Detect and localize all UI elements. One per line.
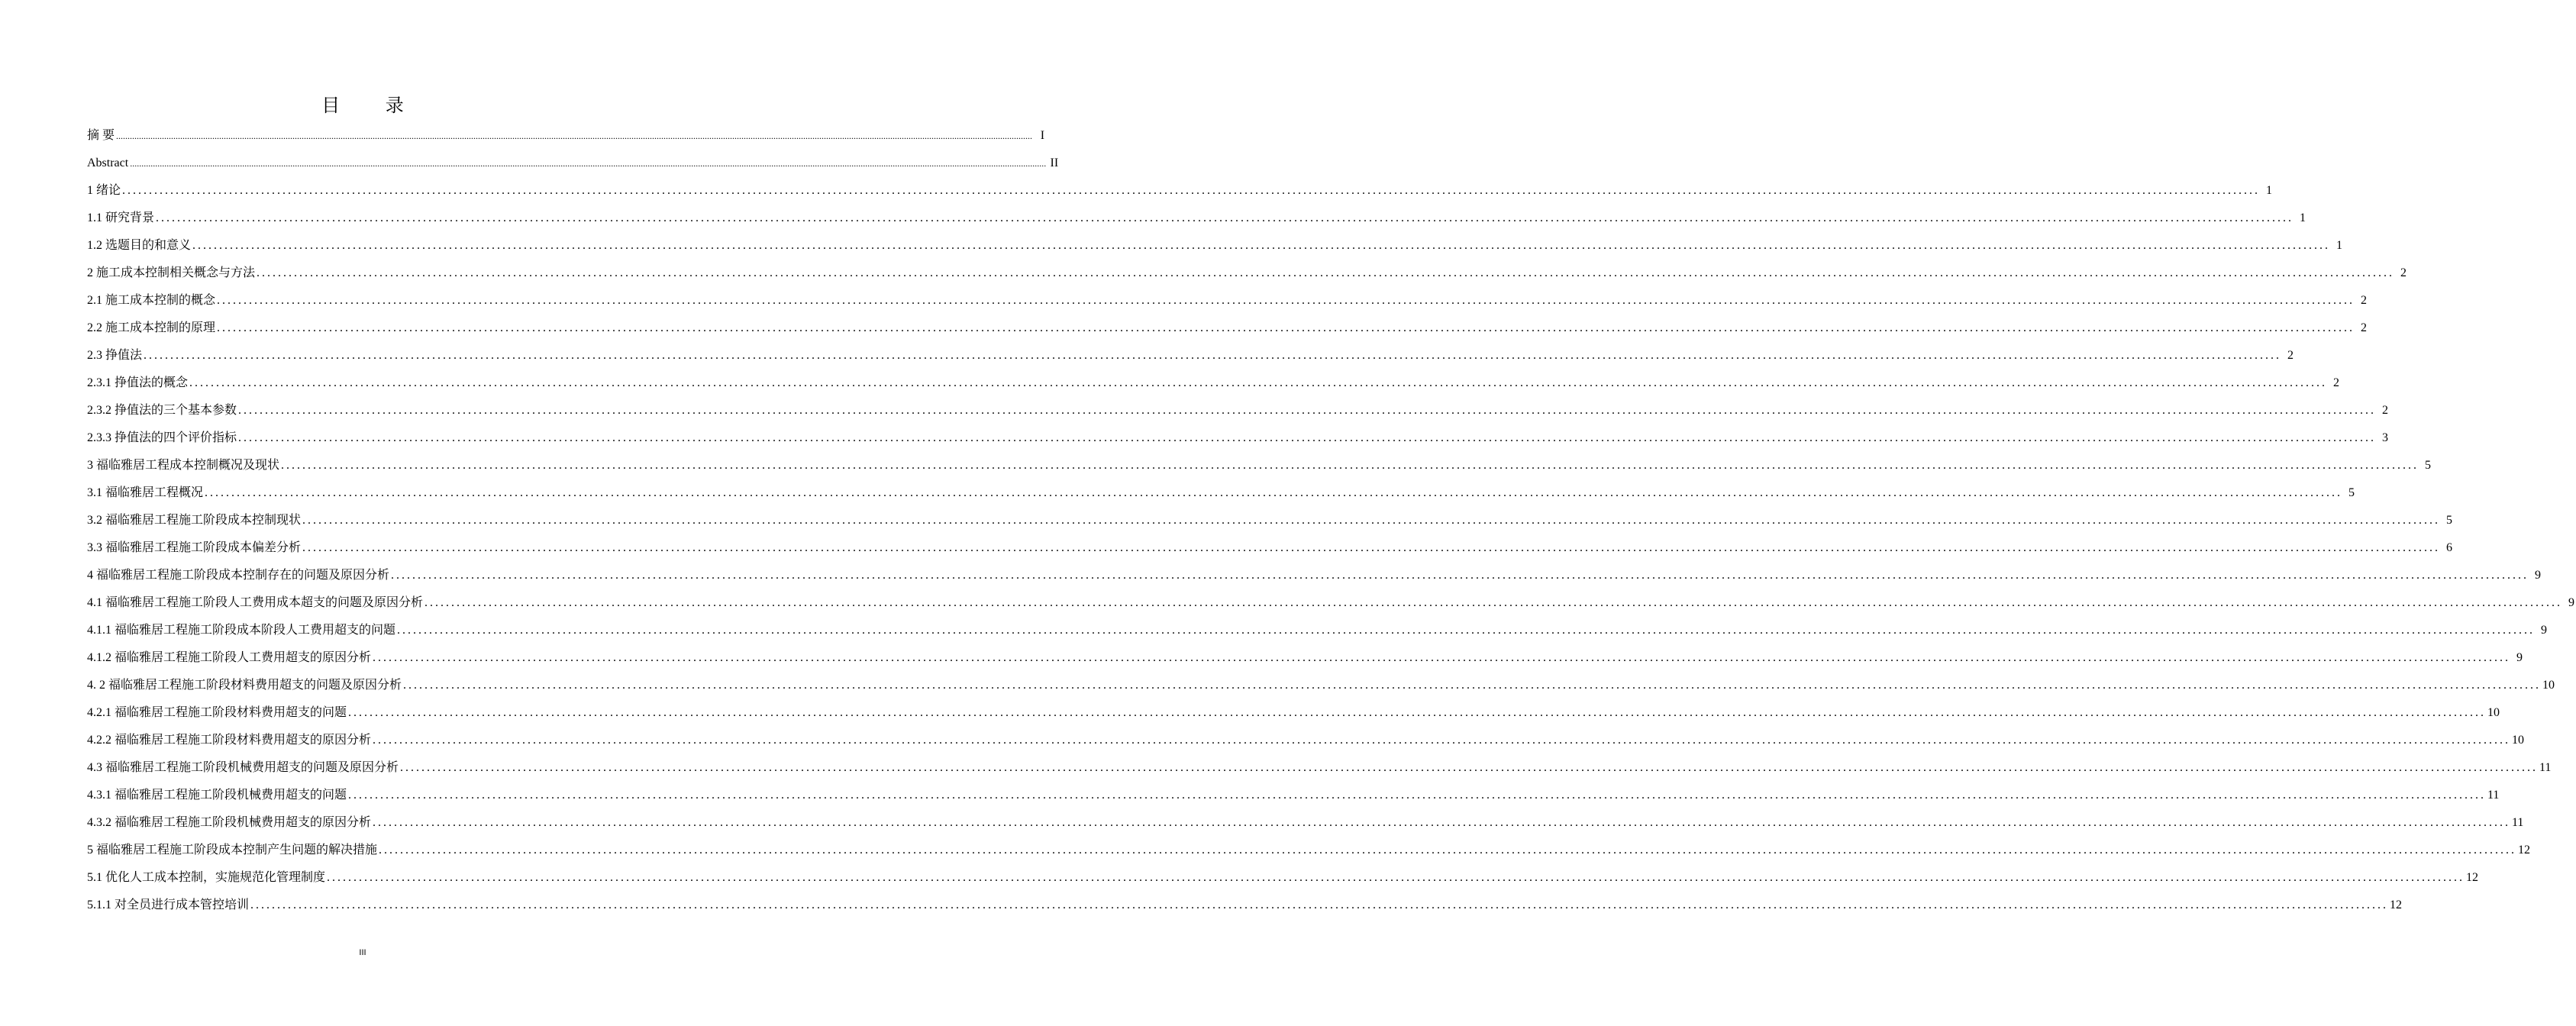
toc-entry[interactable]: [87, 672, 2555, 699]
toc-entry[interactable]: [87, 562, 2542, 589]
toc-entry[interactable]: [87, 369, 2340, 397]
toc-dot-leader: ................................................................................................................................................................................................................................................................................................................................................................................................................: [373, 816, 2511, 829]
toc-entry-label: 3.1 福临雅居工程概况: [87, 486, 204, 499]
toc-dot-leader: ................................................................................................................................................................................................................................................................................................................................................................................................................: [217, 321, 2355, 334]
toc-entry-page: 1: [2266, 184, 2273, 197]
toc-entry-page: 10: [2542, 679, 2555, 692]
toc-entry-page: 11: [2487, 789, 2500, 802]
toc-dot-leader: ................................................................................................................................................................................................................................................................................................................................................................................................................: [217, 294, 2355, 307]
toc-entry-label: 4.1.1 福临雅居工程施工阶段成本阶段人工费用超支的问题: [87, 624, 396, 637]
toc-entry[interactable]: [87, 342, 2294, 369]
toc-entry[interactable]: [87, 727, 2525, 754]
toc-entry-label: 5 福临雅居工程施工阶段成本控制产生问题的解决措施: [87, 844, 378, 857]
toc-entry-page: 10: [2512, 734, 2525, 747]
toc-entry-label: 4.2.2 福临雅居工程施工阶段材料费用超支的原因分析: [87, 734, 372, 747]
toc-entry[interactable]: [87, 122, 1045, 150]
toc-entry-label: 1.1 研究背景: [87, 211, 155, 224]
toc-entry-page: 2: [2382, 404, 2389, 417]
toc-dot-leader: ................................................................................................................................................................................................................................................................................................................................................................................................................: [205, 486, 2343, 499]
toc-entry-label: 1.2 选题目的和意义: [87, 239, 192, 252]
page-title: 目 录: [321, 95, 424, 116]
toc-entry[interactable]: [87, 287, 2368, 315]
toc-entry[interactable]: [87, 617, 2548, 644]
toc-dot-leader: ................................................................................................................................................................................................................................................................................................................................................................................................................: [373, 651, 2511, 664]
toc-dot-leader: ................................................................................................................................................................................................................................................................................................................................................................................................................: [391, 569, 2529, 582]
toc-dot-leader: ................................................................................................................................................................................................................................................................................................................................................................................................................: [379, 844, 2517, 857]
toc-entry-page: 9: [2535, 569, 2542, 582]
toc-entry-label: 2.3.1 挣值法的概念: [87, 376, 189, 389]
toc-dot-leader: ................................................................................................................................................................................................................................................................................................................................................................................................................: [302, 514, 2441, 527]
toc-entry-page: 9: [2568, 596, 2575, 609]
toc-dot-leader: ................................................................................................................................................................................................................................................................................................................................................................................................................: [281, 459, 2419, 472]
toc-entry-label: 2.1 施工成本控制的概念: [87, 294, 216, 307]
toc-entry-page: 12: [2390, 899, 2403, 911]
toc-entry-label: 4.1.2 福临雅居工程施工阶段人工费用超支的原因分析: [87, 651, 372, 664]
toc-dot-leader: ................................................................................................................................................................................................................................................................................................................................................................................................................: [116, 131, 1033, 141]
toc-entry-page: 1: [2336, 239, 2343, 252]
toc-entry-page: 2: [2333, 376, 2340, 389]
toc-entry[interactable]: [87, 177, 2273, 205]
toc-entry-page: 11: [2512, 816, 2524, 829]
toc-entry-label: Abstract: [87, 156, 129, 169]
toc-entry-label: 4 福临雅居工程施工阶段成本控制存在的问题及原因分析: [87, 569, 390, 582]
toc-entry[interactable]: [87, 315, 2368, 342]
toc-entry-page: 5: [2348, 486, 2355, 499]
toc-dot-leader: ................................................................................................................................................................................................................................................................................................................................................................................................................: [373, 734, 2511, 747]
toc-entry-label: 4.1 福临雅居工程施工阶段人工费用成本超支的问题及原因分析: [87, 596, 424, 609]
toc-entry-page: 9: [2516, 651, 2523, 664]
toc-dot-leader: ................................................................................................................................................................................................................................................................................................................................................................................................................: [257, 266, 2395, 279]
toc-entry[interactable]: [87, 809, 2524, 837]
toc-entry[interactable]: [87, 644, 2523, 672]
toc-entry-label: 1 绪论: [87, 184, 121, 197]
toc-entry[interactable]: [87, 260, 2407, 287]
toc-dot-leader: ................................................................................................................................................................................................................................................................................................................................................................................................................: [403, 679, 2542, 692]
toc-entry-label: 2.3.2 挣值法的三个基本参数: [87, 404, 237, 417]
toc-entry-label: 4.2.1 福临雅居工程施工阶段材料费用超支的问题: [87, 706, 347, 719]
toc-dot-leader: ................................................................................................................................................................................................................................................................................................................................................................................................................: [144, 349, 2282, 362]
toc-entry[interactable]: [87, 534, 2453, 562]
toc-entry-label: 2 施工成本控制相关概念与方法: [87, 266, 256, 279]
toc-dot-leader: ................................................................................................................................................................................................................................................................................................................................................................................................................: [192, 239, 2331, 252]
toc-dot-leader: ................................................................................................................................................................................................................................................................................................................................................................................................................: [238, 431, 2377, 444]
toc-entry[interactable]: [87, 892, 2403, 919]
toc-entry[interactable]: [87, 205, 2306, 232]
toc-entry-label: 5.1.1 对全员进行成本管控培训: [87, 899, 250, 911]
table-of-contents: [87, 122, 2575, 919]
toc-dot-leader: ................................................................................................................................................................................................................................................................................................................................................................................................................: [348, 706, 2487, 719]
toc-entry[interactable]: [87, 782, 2500, 809]
toc-entry[interactable]: [87, 864, 2479, 892]
toc-entry-page: 12: [2518, 844, 2531, 857]
toc-entry-page: 9: [2541, 624, 2548, 637]
toc-entry-label: 摘 要: [87, 129, 115, 142]
toc-dot-leader: ................................................................................................................................................................................................................................................................................................................................................................................................................: [189, 376, 2328, 389]
toc-entry[interactable]: [87, 699, 2500, 727]
toc-dot-leader: ................................................................................................................................................................................................................................................................................................................................................................................................................: [327, 871, 2465, 884]
toc-entry[interactable]: [87, 424, 2389, 452]
toc-entry[interactable]: [87, 452, 2432, 479]
page-footer-number: III: [359, 948, 366, 957]
toc-entry-page: 6: [2446, 541, 2453, 554]
toc-entry[interactable]: [87, 150, 1059, 177]
toc-dot-leader: ................................................................................................................................................................................................................................................................................................................................................................................................................: [424, 596, 2563, 609]
toc-entry[interactable]: [87, 479, 2355, 507]
toc-entry-label: 2.3 挣值法: [87, 349, 143, 362]
toc-entry-label: 4.3.1 福临雅居工程施工阶段机械费用超支的问题: [87, 789, 347, 802]
toc-entry-page: 11: [2539, 761, 2552, 774]
toc-entry-label: 2.2 施工成本控制的原理: [87, 321, 216, 334]
toc-entry-label: 5.1 优化人工成本控制，实施规范化管理制度: [87, 871, 326, 884]
toc-entry-page: 5: [2446, 514, 2453, 527]
toc-entry[interactable]: [87, 397, 2389, 424]
toc-entry-page: II: [1050, 156, 1059, 169]
toc-entry-label: 4.3.2 福临雅居工程施工阶段机械费用超支的原因分析: [87, 816, 372, 829]
toc-entry-page: 1: [2300, 211, 2306, 224]
toc-entry-page: 2: [2400, 266, 2407, 279]
toc-dot-leader: ................................................................................................................................................................................................................................................................................................................................................................................................................: [238, 404, 2377, 417]
toc-entry-page: 12: [2466, 871, 2479, 884]
toc-entry-page: 5: [2425, 459, 2432, 472]
toc-entry-label: 3 福临雅居工程成本控制概况及现状: [87, 459, 280, 472]
toc-entry-page: I: [1040, 129, 1045, 142]
toc-entry[interactable]: [87, 754, 2552, 782]
toc-entry-page: 2: [2287, 349, 2294, 362]
toc-entry-label: 3.2 福临雅居工程施工阶段成本控制现状: [87, 514, 302, 527]
toc-entry-page: 2: [2361, 294, 2368, 307]
toc-entry[interactable]: [87, 232, 2343, 260]
toc-entry-page: 3: [2382, 431, 2389, 444]
toc-entry[interactable]: [87, 507, 2453, 534]
toc-dot-leader: ................................................................................................................................................................................................................................................................................................................................................................................................................: [400, 761, 2539, 774]
toc-dot-leader: ................................................................................................................................................................................................................................................................................................................................................................................................................: [348, 789, 2487, 802]
toc-entry-label: 4.3 福临雅居工程施工阶段机械费用超支的问题及原因分析: [87, 761, 399, 774]
toc-entry-label: 2.3.3 挣值法的四个评价指标: [87, 431, 237, 444]
toc-entry[interactable]: [87, 837, 2531, 864]
toc-dot-leader: ................................................................................................................................................................................................................................................................................................................................................................................................................: [130, 158, 1047, 169]
toc-entry[interactable]: [87, 589, 2575, 617]
toc-entry-label: 3.3 福临雅居工程施工阶段成本偏差分析: [87, 541, 302, 554]
toc-entry-page: 2: [2361, 321, 2368, 334]
toc-entry-page: 10: [2487, 706, 2500, 719]
toc-entry-label: 4. 2 福临雅居工程施工阶段材料费用超支的问题及原因分析: [87, 679, 402, 692]
toc-dot-leader: ................................................................................................................................................................................................................................................................................................................................................................................................................: [250, 899, 2389, 911]
toc-dot-leader: ................................................................................................................................................................................................................................................................................................................................................................................................................: [302, 541, 2441, 554]
toc-dot-leader: ................................................................................................................................................................................................................................................................................................................................................................................................................: [156, 211, 2294, 224]
toc-dot-leader: ................................................................................................................................................................................................................................................................................................................................................................................................................: [397, 624, 2536, 637]
toc-dot-leader: ................................................................................................................................................................................................................................................................................................................................................................................................................: [122, 184, 2261, 197]
